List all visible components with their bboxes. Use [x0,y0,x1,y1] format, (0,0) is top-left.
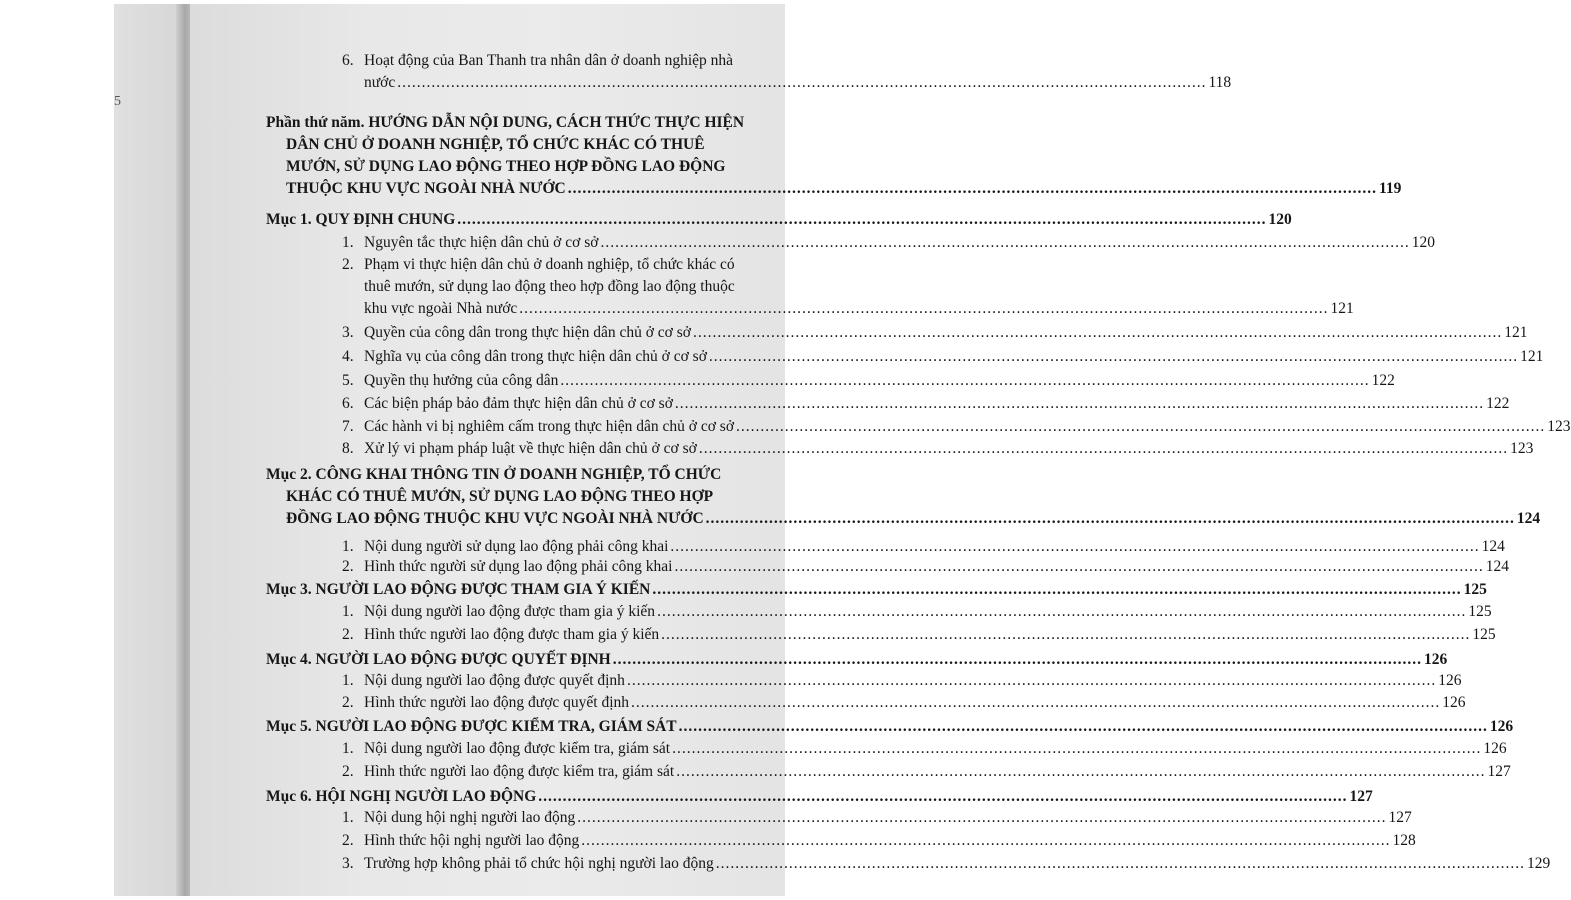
leader-dots [709,346,1518,368]
entry-title: Nội dung người lao động được quyết định [364,672,625,689]
toc-line [342,556,1509,578]
item-number: 1. [342,740,354,757]
page-number: 123 [1547,418,1571,435]
toc-line [342,393,1510,415]
entry-title: Phạm vi thực hiện dân chủ ở doanh nghiệp, tổ chức khác có [364,256,735,273]
toc-line [364,72,1232,94]
toc-line [342,853,1551,875]
page-number: 127 [1349,788,1373,805]
item-number: 2. [342,626,354,643]
entry-title: Hình thức người lao động được quyết định [364,694,630,711]
leader-dots [397,72,1206,94]
page-number: 122 [1371,372,1395,389]
toc-line [342,322,1528,344]
item-number: 6. [342,52,354,69]
page-number: 121 [1504,324,1528,341]
page-number: 126 [1424,651,1448,668]
entry-title: Hoạt động của Ban Thanh tra nhân dân ở doanh nghiệp nhà [364,52,734,69]
page-number: 119 [1378,180,1402,197]
leader-dots [679,716,1488,738]
entry-title: MƯỚN, SỬ DỤNG LAO ĐỘNG THEO HỢP ĐỒNG LAO ĐỘNG [286,158,726,175]
item-number: 2. [342,558,354,575]
entry-title: Nguyên tắc thực hiện dân chủ ở cơ sở [364,234,599,251]
toc-line [266,786,1373,808]
item-number: 3. [342,324,354,341]
entry-title: Trường hợp không phải tổ chức hội nghị người lao động [364,855,714,872]
item-number: 2. [342,832,354,849]
entry-title: Mục 6. HỘI NGHỊ NGƯỜI LAO ĐỘNG [266,788,537,805]
entry-title: Hình thức hội nghị người lao động [364,832,580,849]
leader-dots [693,322,1502,344]
toc-line [342,232,1435,254]
page-number: 121 [1330,300,1354,317]
item-number: 1. [342,603,354,620]
book-photo [114,4,1571,896]
entry-title: Hình thức người sử dụng lao động phải công khai [364,558,673,575]
toc-page [190,4,1571,896]
table-of-contents [190,4,1571,896]
page-number: 118 [1208,74,1232,91]
leader-dots [577,807,1386,829]
toc-line [342,761,1511,783]
entry-title: Nội dung người lao động được kiểm tra, giám sát [364,740,671,757]
toc-line [342,438,1534,460]
entry-title: Quyền thụ hưởng của công dân [364,372,559,389]
page-number: 124 [1516,510,1541,527]
entry-title: Quyền của công dân trong thực hiện dân chủ ở cơ sở [364,324,691,341]
entry-title: Các hành vi bị nghiêm cấm trong thực hiện dân chủ ở cơ sở [364,418,735,435]
entry-title: DÂN CHỦ Ở DOANH NGHIỆP, TỔ CHỨC KHÁC CÓ THUÊ [286,136,705,153]
entry-title: Mục 5. NGƯỜI LAO ĐỘNG ĐƯỢC KIỂM TRA, GIÁM SÁT [266,718,677,735]
leader-dots [613,649,1422,671]
item-number: 1. [342,672,354,689]
toc-line [286,178,1402,200]
toc-line [266,579,1487,601]
entry-title: Nghĩa vụ của công dân trong thực hiện dân chủ ở cơ sở [364,348,707,365]
item-number: 5. [342,372,354,389]
toc-line [266,112,744,134]
toc-line [342,370,1395,392]
toc-line [342,254,735,276]
item-number: 2. [342,694,354,711]
page-number: 126 [1438,672,1462,689]
toc-line [266,649,1448,671]
leader-dots [627,670,1436,692]
left-page [114,4,184,896]
toc-line [342,536,1505,558]
item-number: 1. [342,809,354,826]
leader-dots [560,370,1369,392]
page-number: 126 [1442,694,1466,711]
toc-line [342,50,733,72]
item-number: 8. [342,440,354,457]
leader-dots [676,761,1485,783]
entry-title: Mục 3. NGƯỜI LAO ĐỘNG ĐƯỢC THAM GIA Ý KIẾN [266,581,651,598]
entry-title: Hình thức người lao động được kiểm tra, giám sát [364,763,675,780]
leader-dots [581,830,1390,852]
toc-line [342,692,1466,714]
page-number: 126 [1489,718,1514,735]
item-number: 6. [342,395,354,412]
leader-dots [661,624,1470,646]
toc-line [364,276,735,298]
page-number: 121 [1520,348,1544,365]
leader-dots [716,853,1525,875]
entry-title: THUỘC KHU VỰC NGOÀI NHÀ NƯỚC [286,180,566,197]
page-number: 127 [1487,763,1511,780]
item-number: 1. [342,538,354,555]
item-number: 2. [342,256,354,273]
entry-title: Hình thức người lao động được tham gia ý kiến [364,626,660,643]
page-number: 125 [1472,626,1496,643]
entry-title: khu vực ngoài Nhà nước [364,300,518,317]
entry-title: ĐỒNG LAO ĐỘNG THUỘC KHU VỰC NGOÀI NHÀ NƯỚC [286,510,704,527]
toc-line [364,298,1354,320]
item-number: 2. [342,763,354,780]
page-number: 125 [1463,581,1487,598]
leader-dots [519,298,1328,320]
page-number: 120 [1268,211,1292,228]
entry-title: Nội dung người lao động được tham gia ý kiến [364,603,656,620]
entry-title: Nội dung hội nghị người lao động [364,809,576,826]
entry-title: Xử lý vi phạm pháp luật về thực hiện dân chủ ở cơ sở [364,440,697,457]
entry-title: Nội dung người sử dụng lao động phải công khai [364,538,669,555]
toc-line [286,134,705,156]
toc-line [342,670,1462,692]
page-number: 120 [1411,234,1435,251]
leader-dots [736,416,1545,438]
toc-line [286,156,725,178]
toc-line [266,209,1292,231]
leader-dots [568,178,1377,200]
leader-dots [670,536,1479,558]
toc-line [266,716,1514,738]
entry-title: Phần thứ năm. HƯỚNG DẪN NỘI DUNG, CÁCH THỨC THỰC HIỆN [266,114,745,131]
entry-title: KHÁC CÓ THUÊ MƯỚN, SỬ DỤNG LAO ĐỘNG THEO HỢP [286,488,714,505]
toc-line [342,624,1496,646]
leader-dots [538,786,1347,808]
page-number: 129 [1526,855,1551,872]
leader-dots [672,738,1481,760]
leader-dots [652,579,1461,601]
page-number: 127 [1388,809,1412,826]
page-number: 125 [1468,603,1492,620]
toc-line [342,601,1492,623]
leader-dots [706,508,1515,530]
page-number: 124 [1481,538,1505,555]
toc-line [342,416,1571,438]
page-number: 126 [1483,740,1507,757]
margin-mark: 5 [114,94,121,109]
entry-title: nước [364,74,396,91]
item-number: 4. [342,348,354,365]
toc-line [266,464,721,486]
entry-title: Các biện pháp bảo đảm thực hiện dân chủ ở cơ sở [364,395,673,412]
entry-title: Mục 4. NGƯỜI LAO ĐỘNG ĐƯỢC QUYẾT ĐỊNH [266,651,611,668]
toc-line [286,486,713,508]
toc-line [342,738,1507,760]
leader-dots [675,556,1484,578]
entry-title: thuê mướn, sử dụng lao động theo hợp đồng lao động thuộc [364,278,735,295]
entry-title: Mục 1. QUY ĐỊNH CHUNG [266,211,456,228]
page-number: 123 [1510,440,1534,457]
item-number: 3. [342,855,354,872]
leader-dots [675,393,1484,415]
entry-title: Mục 2. CÔNG KHAI THÔNG TIN Ở DOANH NGHIỆP, TỔ CHỨC [266,466,722,483]
leader-dots [457,209,1266,231]
page-number: 128 [1392,832,1416,849]
leader-dots [631,692,1440,714]
leader-dots [699,438,1508,460]
page-number: 122 [1486,395,1510,412]
item-number: 7. [342,418,354,435]
toc-line [342,807,1412,829]
toc-line [286,508,1541,530]
page-number: 124 [1485,558,1509,575]
leader-dots [657,601,1466,623]
leader-dots [600,232,1409,254]
item-number: 1. [342,234,354,251]
toc-line [342,830,1416,852]
toc-line [342,346,1544,368]
